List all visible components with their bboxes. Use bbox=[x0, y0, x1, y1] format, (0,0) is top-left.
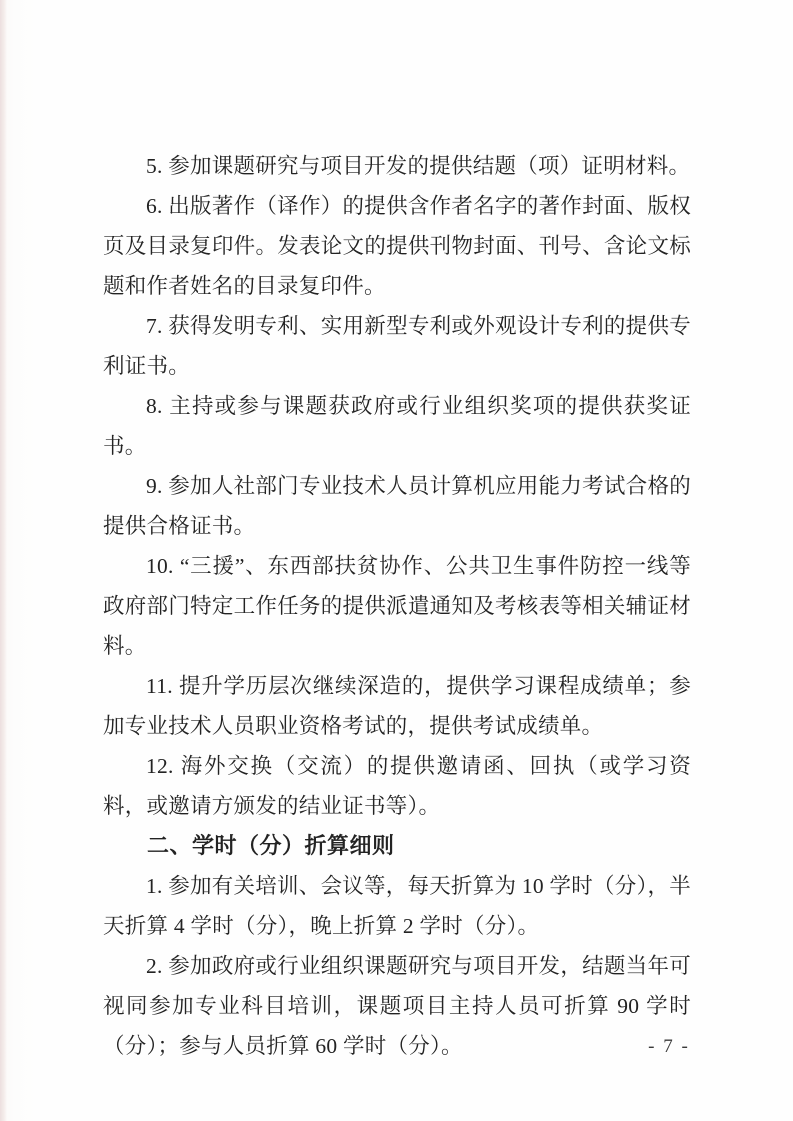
document-paragraph: 8. 主持或参与课题获政府或行业组织奖项的提供获奖证书。 bbox=[103, 394, 691, 458]
document-paragraph: 6. 出版著作（译作）的提供含作者名字的著作封面、版权页及目录复印件。发表论文的提供刊物封面、刊号、含论文标题和作者姓名的目录复印件。 bbox=[103, 194, 691, 298]
document-paragraph: 10. “三援”、东西部扶贫协作、公共卫生事件防控一线等政府部门特定工作任务的提供派遣通知及考核表等相关辅证材料。 bbox=[103, 554, 691, 658]
document-paragraph: 7. 获得发明专利、实用新型专利或外观设计专利的提供专利证书。 bbox=[103, 314, 691, 378]
document-paragraph: 12. 海外交换（交流）的提供邀请函、回执（或学习资料，或邀请方颁发的结业证书等）。 bbox=[103, 754, 691, 818]
document-paragraph: 9. 参加人社部门专业技术人员计算机应用能力考试合格的提供合格证书。 bbox=[103, 474, 691, 538]
section-heading: 二、学时（分）折算细则 bbox=[147, 833, 395, 858]
page-number: - 7 - bbox=[648, 1036, 690, 1057]
document-paragraph: 5. 参加课题研究与项目开发的提供结题（项）证明材料。 bbox=[146, 154, 691, 178]
document-paragraph: 2. 参加政府或行业组织课题研究与项目开发，结题当年可视同参加专业科目培训，课题项目主持人员可折算 90 学时（分）；参与人员折算 60 学时（分）。 bbox=[103, 954, 691, 1058]
document-paragraph: 11. 提升学历层次继续深造的，提供学习课程成绩单；参加专业技术人员职业资格考试的，提供考试成绩单。 bbox=[103, 674, 691, 738]
document-content bbox=[103, 146, 691, 1066]
scan-edge-artifact bbox=[0, 0, 7, 1121]
document-paragraph: 1. 参加有关培训、会议等，每天折算为 10 学时（分），半天折算 4 学时（分），晚上折算 2 学时（分）。 bbox=[103, 874, 692, 938]
